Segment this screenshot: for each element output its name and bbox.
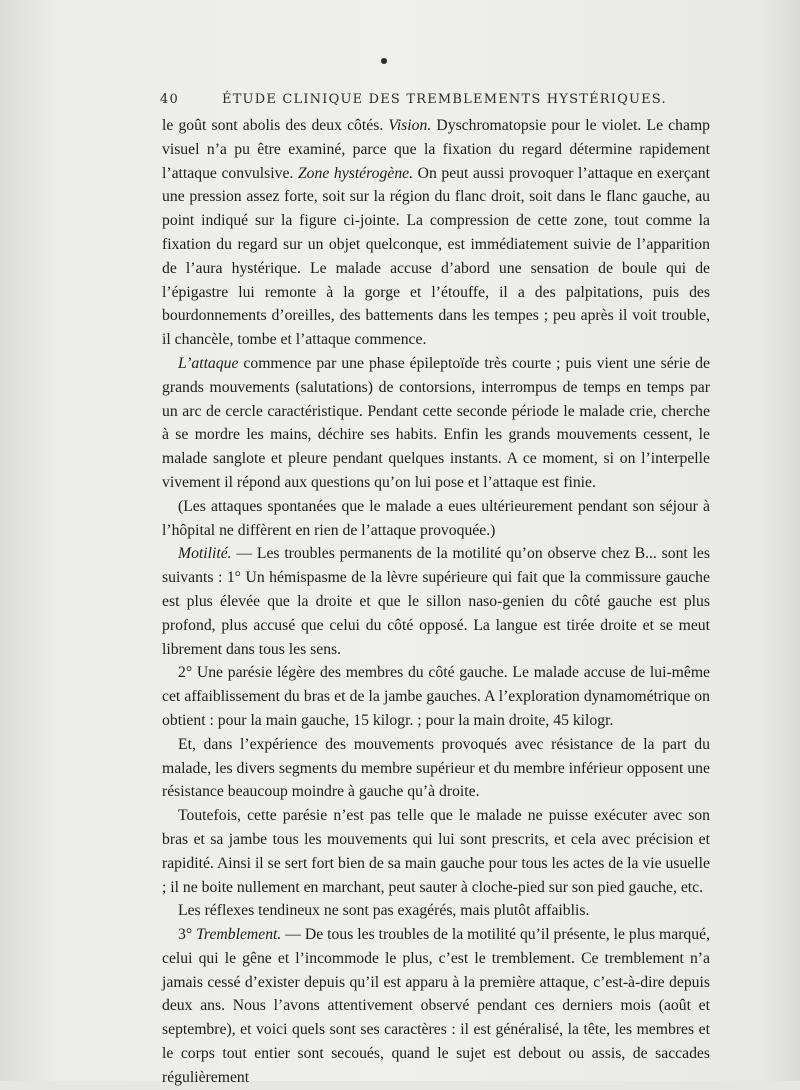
- text-run: 3°: [178, 926, 197, 944]
- body-text: [162, 114, 710, 1090]
- page-header: [160, 90, 710, 112]
- text-run: Dyschromatopsie pour le violet. Le champ visuel n’a pu être examiné, parce que la fixation du regard détermine rapidement l’attaque convulsive.: [162, 117, 710, 182]
- text-run: On peut aussi provoquer l’attaque en exerçant une pression assez forte, soit sur la région du flanc droit, soit dans le flanc gauche, au point indiqué sur la figure ci-jointe. La compression de cette zone, tout comme la fixation du regard sur un objet quelconque, est immédiatement suivie de l’apparition de l’aura hystérique. Le malade accuse d’abord une sensation de boule qui de l’épigastre lui remonte à la gorge et l’étouffe, il a des palpitations, puis des bourdonnements d’oreilles, des battements dans les tempes ; peu après il voit trouble, il chancèle, tombe et l’attaque commence.: [162, 164, 711, 349]
- text-run: le goût sont abolis des deux côtés.: [162, 117, 389, 134]
- ink-dot-mark: [381, 58, 387, 64]
- text-run: commence par une phase épileptoïde très courte ; puis vient une série de grands mouvements (salutations) de contorsions, interrompus de temps en temps par un arc de cercle caractéristique. Pendant cette seconde période le malade crie, cherche à se mordre les mains, déchire ses habits. Enfin les grands mouvements cessent, le malade sanglote et pleure pendant quelques instants. A ce moment, si on l’interpelle vivement il répond aux questions qu’on lui pose et l’attaque est finie.: [162, 354, 710, 491]
- text-run: — De tous les troubles de la motilité qu’il présente, le plus marqué, celui qui le gêne et l’incommode le plus, c’est le tremblement. Ce tremblement n’a jamais cessé d’exister depuis qu’il est apparu à la première attaque, c’est-à-dire depuis deux ans. Nous l’avons attentivement observé pendant ces derniers mois (août et septembre), et voici quels sont ses caractères : il est généralisé, la tête, les membres et le corps tout entier sont secoués, quand le sujet est debout ou assis, de saccades régulièrement: [162, 926, 710, 1086]
- paragraph-p9: [162, 923, 710, 1090]
- italic-run: Tremblement.: [196, 926, 282, 944]
- paragraph-p2: [162, 352, 710, 495]
- italic-run: Motilité.: [178, 545, 232, 563]
- paragraph-p6: [162, 733, 710, 804]
- page-number: 40: [160, 92, 179, 107]
- text-run: 2° Une parésie légère des membres du côté gauche. Le malade accuse de lui-même cet affaiblissement du bras et de la jambe gauches. A l’exploration dynamométrique on obtient : pour la main gauche, 15 kilogr. ; pour la main droite, 45 kilogr.: [162, 664, 710, 729]
- paragraph-p3: [162, 495, 710, 543]
- running-title: ÉTUDE CLINIQUE DES TREMBLEMENTS HYSTÉRIQUES.: [222, 92, 667, 107]
- text-run: Et, dans l’expérience des mouvements provoqués avec résistance de la part du malade, les divers segments du membre supérieur et du membre inférieur opposent une résistance beaucoup moindre à gauche qu’à droite.: [162, 735, 710, 801]
- paragraph-p5: [162, 661, 710, 732]
- italic-run: L’attaque: [178, 354, 239, 372]
- paragraph-p8: [162, 899, 710, 923]
- paragraph-p1: [162, 114, 710, 352]
- text-run: — Les troubles permanents de la motilité qu’on observe chez B... sont les suivants : 1° Un hémispasme de la lèvre supérieure qui fait que la commissure gauche est plus élevée que la droite et que le sillon naso-genien du côté gauche est plus profond, plus accusé que celui du côté opposé. La langue est tirée droite et se meut librement dans tous les sens.: [162, 545, 710, 658]
- paragraph-p4: [162, 542, 710, 661]
- paragraph-p7: [162, 804, 710, 899]
- italic-run: Vision.: [388, 117, 432, 134]
- text-run: Toutefois, cette parésie n’est pas telle que le malade ne puisse exécuter avec son bras et sa jambe tous les mouvements qui lui sont prescrits, et cela avec précision et rapidité. Ainsi il se sert fort bien de sa main gauche pour tous les actes de la vie usuelle ; il ne boite nullement en marchant, peut sauter à cloche-pied sur son pied gauche, etc.: [162, 807, 710, 896]
- italic-run: Zone hystérogène.: [297, 164, 414, 182]
- text-run: Les réflexes tendineux ne sont pas exagérés, mais plutôt affaiblis.: [178, 902, 590, 920]
- text-run: (Les attaques spontanées que le malade a eues ultérieurement pendant son séjour à l’hôpital ne diffèrent en rien de l’attaque provoquée.): [162, 497, 710, 539]
